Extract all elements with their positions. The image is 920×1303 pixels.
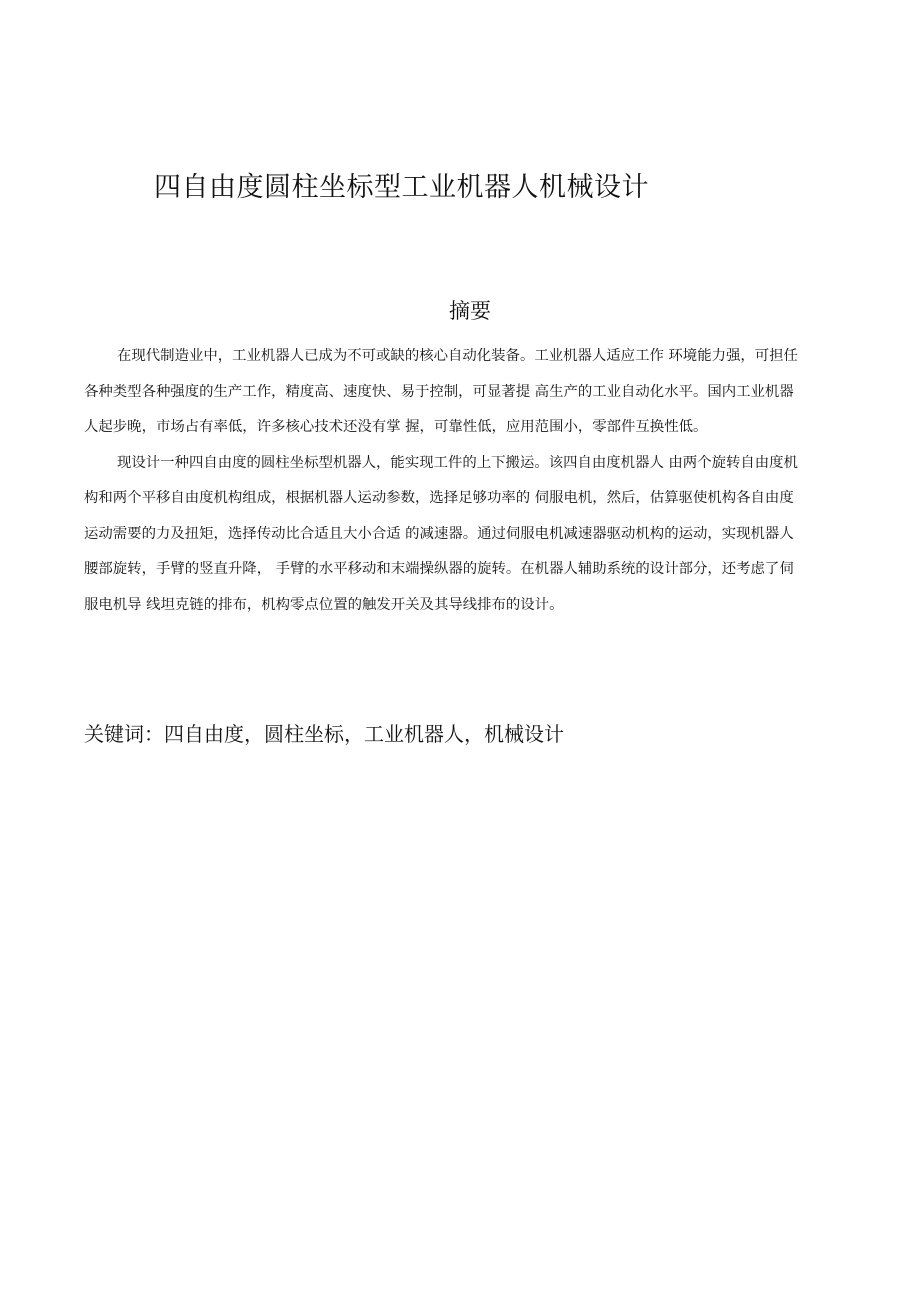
paragraph-line: 人起步晚，市场占有率低，许多核心技术还没有掌 握，可靠性低，应用范围小，零部件互换性低。 (84, 419, 708, 435)
paragraph-line: 在现代制造业中，工业机器人已成为不可或缺的核心自动化装备。工业机器人适应工作 环境能力强，可担任 (117, 348, 798, 364)
paragraph-line: 运动需要的力及扭矩，选择传动比合适且大小合适 的减速器。通过伺服电机减速器驱动机构的运动，实现机器人 (84, 525, 794, 542)
abstract-paragraph-2 (84, 446, 850, 624)
paragraph-line: 现设计一种四自由度的圆柱坐标型机器人，能实现工件的上下搬运。该四自由度机器人 由两个旋转自由度机 (117, 454, 798, 471)
keywords-line: 关键词：四自由度，圆柱坐标，工业机器人，机械设计 (84, 722, 564, 746)
paragraph-line: 构和两个平移自由度机构组成，根据机器人运动参数，选择足够功率的 伺服电机，然后，估算驱使机构各自由度 (84, 490, 794, 506)
paragraph-line: 腰部旋转，手臂的竖直升降， 手臂的水平移动和末端操纵器的旋转。在机器人辅助系统的设计部分，还考虑了伺 (84, 561, 794, 577)
abstract-body (84, 339, 850, 623)
abstract-paragraph-1 (84, 339, 850, 446)
paragraph-line: 各种类型各种强度的生产工作，精度高、速度快、易于控制，可显著提 高生产的工业自动化水平。国内工业机器 (84, 383, 794, 400)
abstract-heading: 摘要 (449, 299, 491, 323)
document-title: 四自由度圆柱坐标型工业机器人机械设计 (154, 172, 649, 203)
paragraph-line: 服电机导 线坦克链的排布，机构零点位置的触发开关及其导线排布的设计。 (84, 596, 564, 613)
